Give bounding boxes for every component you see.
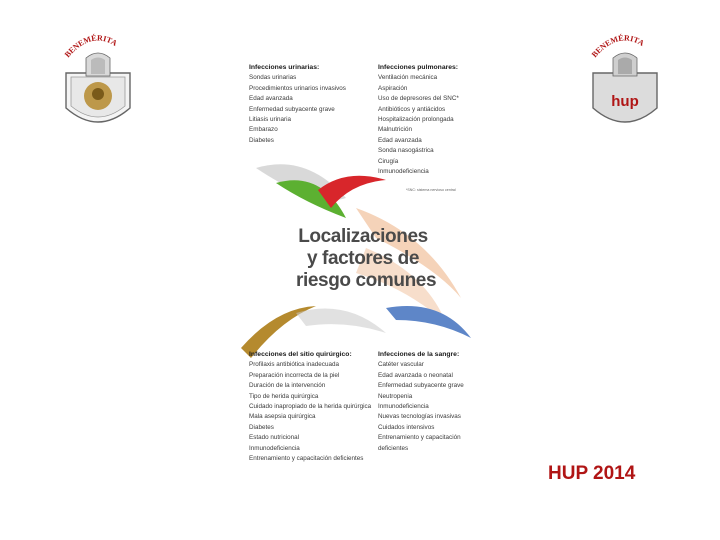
pulmonary-item: Ventilación mecánica bbox=[378, 74, 438, 82]
urinary-heading: Infecciones urinarias: bbox=[249, 64, 320, 71]
pulmonary-item: Aspiración bbox=[378, 84, 408, 92]
urinary-item: Edad avanzada bbox=[249, 95, 293, 103]
figure-title-line: Localizaciones bbox=[298, 226, 428, 247]
surgical-item: Estado nutricional bbox=[249, 434, 300, 442]
pulmonary-item: Antibióticos y antiácidos bbox=[378, 105, 446, 113]
figure-title-line: riesgo comunes bbox=[296, 270, 437, 291]
surgical-item: Profilaxis antibiótica inadecuada bbox=[249, 361, 339, 369]
blood-item: deficientes bbox=[378, 444, 409, 452]
seal-arc-text: BENEMÉRITA bbox=[62, 33, 119, 60]
urinary-item: Enfermedad subyacente grave bbox=[249, 105, 335, 113]
hup-monogram: hup bbox=[611, 93, 639, 110]
surgical-item: Inmunodeficiencia bbox=[249, 444, 300, 452]
blood-item: Cuidados intensivos bbox=[378, 423, 435, 431]
surgical-item: Preparación incorrecta de la piel bbox=[249, 371, 340, 379]
swoosh-grey-bottom bbox=[296, 309, 386, 334]
pulmonary-heading: Infecciones pulmonares: bbox=[378, 64, 459, 71]
surgical-item: Mala asepsia quirúrgica bbox=[249, 413, 316, 421]
blood-item: Edad avanzada o neonatal bbox=[378, 371, 453, 379]
surgical-item: Entrenamiento y capacitación deficientes bbox=[249, 455, 364, 463]
blood-item: Neutropenia bbox=[378, 392, 413, 400]
blood-item: Enfermedad subyacente grave bbox=[378, 382, 464, 390]
urinary-item: Sondas urinarias bbox=[249, 74, 297, 82]
footnote: *SNC: sistema nervioso central bbox=[406, 188, 456, 192]
blood-infections-block bbox=[378, 350, 483, 454]
blood-item: Inmunodeficiencia bbox=[378, 403, 429, 411]
pulmonary-item: Inmunodeficiencia bbox=[378, 168, 429, 176]
surgical-item: Diabetes bbox=[249, 423, 274, 431]
figure-title-line: y factores de bbox=[306, 248, 420, 269]
surgical-heading: Infecciones del sitio quirúrgico: bbox=[249, 351, 352, 358]
pulmonary-item: Hospitalización prolongada bbox=[378, 116, 454, 124]
pulmonary-item: Edad avanzada bbox=[378, 136, 422, 144]
university-seal-right bbox=[585, 18, 665, 133]
pulmonary-infections-block bbox=[378, 63, 483, 177]
urinary-item: Procedimientos urinarios invasivos bbox=[249, 84, 346, 92]
urinary-item: Diabetes bbox=[249, 136, 274, 144]
surgical-site-infections-block bbox=[249, 350, 379, 464]
urinary-infections-block bbox=[249, 63, 367, 146]
seal-icon bbox=[58, 18, 138, 133]
swoosh-blue bbox=[386, 306, 471, 338]
blood-item: Catéter vascular bbox=[378, 361, 424, 369]
surgical-item: Duración de la intervención bbox=[249, 382, 326, 390]
blood-item: Entrenamiento y capacitación bbox=[378, 434, 461, 442]
surgical-item: Tipo de herida quirúrgica bbox=[249, 392, 319, 400]
pulmonary-item: Sonda nasogástrica bbox=[378, 147, 434, 155]
blood-item: Nuevas tecnologías invasivas bbox=[378, 413, 461, 421]
pulmonary-item: Malnutrición bbox=[378, 126, 412, 134]
figure-title bbox=[296, 226, 437, 292]
blood-heading: Infecciones de la sangre: bbox=[378, 351, 460, 358]
pulmonary-item: Cirugía bbox=[378, 157, 399, 165]
swoosh-red bbox=[318, 176, 386, 208]
seal-arc-text-right: BENEMÉRITA bbox=[589, 33, 646, 60]
hup-seal-icon bbox=[585, 18, 665, 133]
university-seal-left bbox=[58, 18, 138, 133]
risk-factors-figure bbox=[236, 58, 486, 478]
urinary-item: Embarazo bbox=[249, 126, 278, 134]
surgical-item: Cuidado inapropiado de la herida quirúrgica bbox=[249, 403, 372, 411]
urinary-item: Litiasis urinaria bbox=[249, 116, 291, 124]
pulmonary-item: Uso de depresores del SNC* bbox=[378, 95, 459, 103]
footer-label: HUP 2014 bbox=[548, 463, 636, 484]
